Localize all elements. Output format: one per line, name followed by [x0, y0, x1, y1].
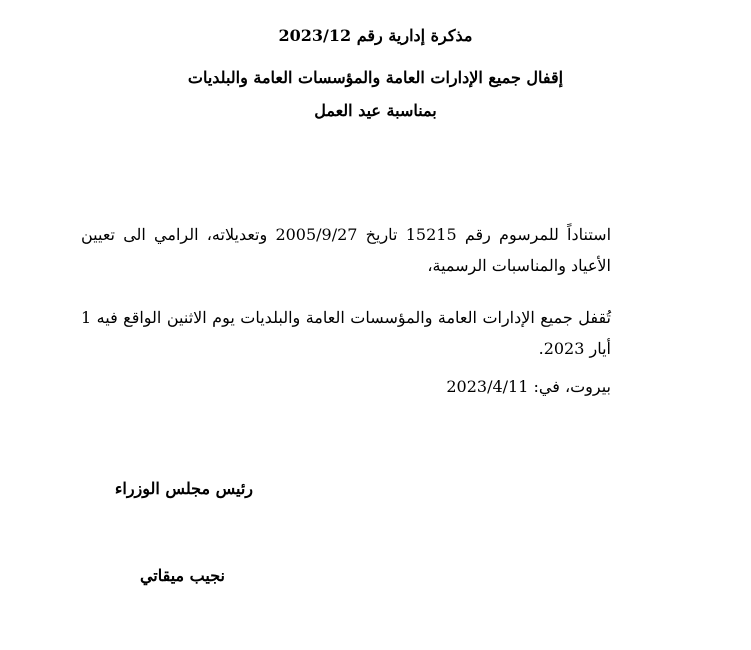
memo-paragraph-closure: تُقفل جميع الإدارات العامة والمؤسسات العامة والبلديات يوم الاثنين الواقع فيه 1 أيار 2023.	[81, 308, 611, 358]
memo-title-line-2: بمناسبة عيد العمل	[314, 101, 437, 120]
memo-number-heading: مذكرة إدارية رقم 2023/12	[278, 26, 473, 45]
signer-title: رئيس مجلس الوزراء	[114, 479, 253, 498]
signer-name: نجيب ميقاتي	[139, 566, 225, 585]
memo-paragraph-decree-reference: استناداً للمرسوم رقم 15215 تاريخ 2005/9/27 وتعديلاته، الرامي الى تعيين الأعياد والمناسبات الرسمية،	[81, 225, 612, 275]
memo-place-date: بيروت، في: 2023/4/11	[446, 377, 611, 396]
memo-title-line-1: إقفال جميع الإدارات العامة والمؤسسات العامة والبلديات	[187, 68, 564, 87]
